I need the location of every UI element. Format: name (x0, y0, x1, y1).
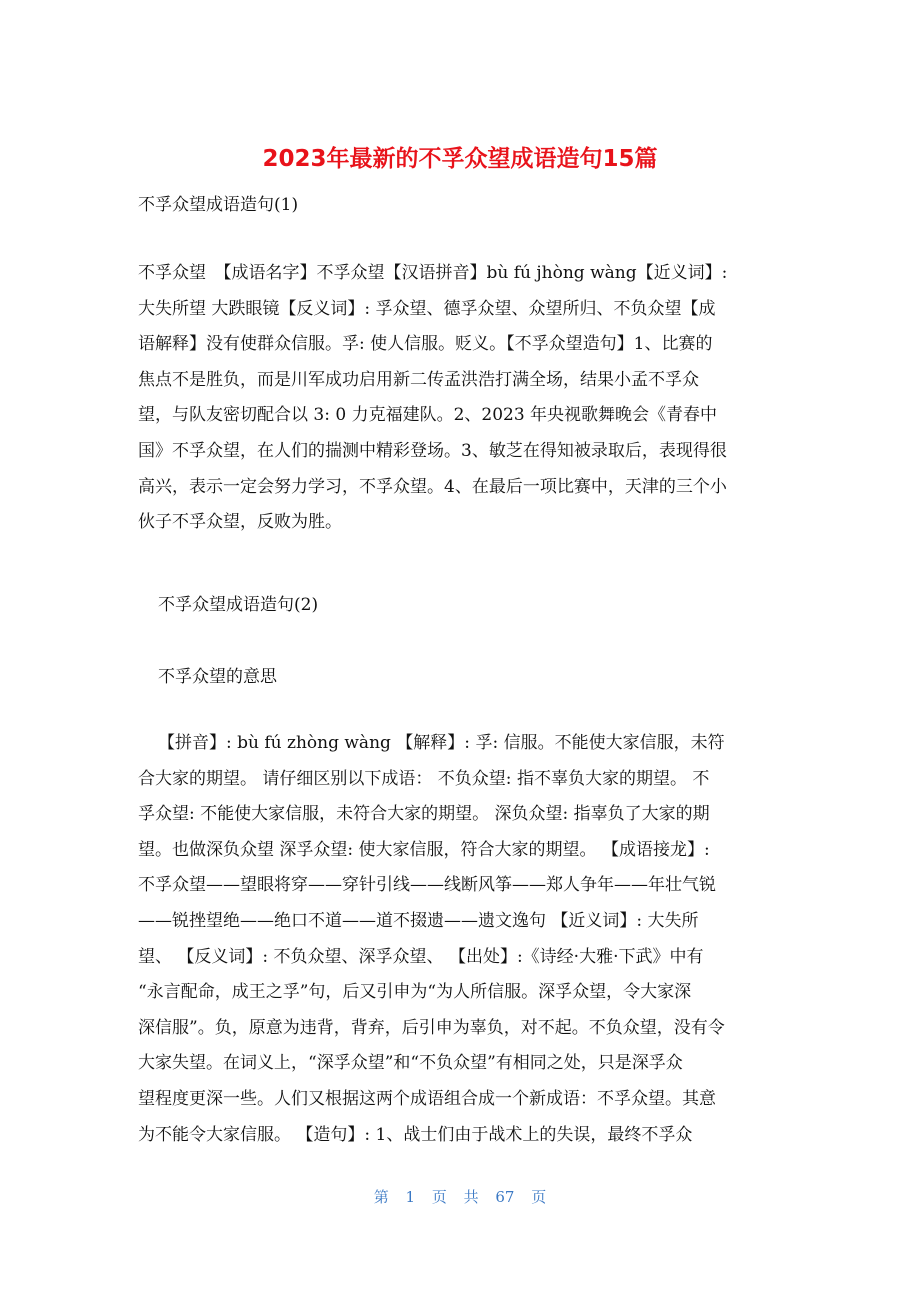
paragraph-line: 高兴，表示一定会努力学习，不孚众望。4、在最后一项比赛中，天津的三个小 (138, 476, 727, 497)
paragraph-line: 国》不孚众望，在人们的揣测中精彩登场。3、敏芝在得知被录取后，表现得很 (138, 440, 727, 461)
paragraph-line: 大家失望。在词义上，“深孚众望”和“不负众望”有相同之处，只是深孚众 (138, 1053, 683, 1074)
paragraph-line: 望，与队友密切配合以 3: 0 力克福建队。2、2023 年央视歌舞晚会《青春中 (138, 405, 718, 426)
section-1-heading: 不孚众望成语造句(1) (138, 195, 299, 215)
paragraph-line: 伙子不孚众望，反败为胜。 (138, 512, 342, 533)
paragraph-line: 望、 【反义词】: 不负众望、深孚众望、 【出处】:《诗经·大雅·下武》中有 (138, 946, 704, 967)
section-2-subheading: 不孚众望的意思 (158, 667, 277, 687)
paragraph-line: 孚众望: 不能使大家信服，未符合大家的期望。 深负众望: 指辜负了大家的期 (138, 804, 710, 825)
paragraph-line: 望程度更深一些。人们又根据这两个成语组合成一个新成语：不孚众望。其意 (138, 1088, 716, 1109)
paragraph-line: 不孚众望——望眼将穿——穿针引线——线断风筝——郑人争年——年壮气锐 (138, 875, 716, 896)
paragraph-line: 【拼音】: bù fú zhòng wàng 【解释】: 孚: 信服。不能使大家信服，未符 (158, 733, 725, 753)
paragraph-line: “永言配命，成王之孚”句，后又引申为“为人所信服。深孚众望，令大家深 (138, 982, 692, 1003)
paragraph-2 (138, 726, 783, 1153)
paragraph-line: 合大家的期望。 请仔细区别以下成语： 不负众望: 指不辜负大家的期望。 不 (138, 768, 710, 789)
page-title: 2023年最新的不孚众望成语造句15篇 (262, 146, 658, 172)
paragraph-line: 焦点不是胜负，而是川军成功启用新二传孟洪浩打满全场，结果小孟不孚众 (138, 369, 699, 390)
paragraph-line: 语解释】没有使群众信服。孚: 使人信服。贬义。【不孚众望造句】1、比赛的 (138, 334, 713, 355)
paragraph-line: 望。也做深负众望 深孚众望: 使大家信服，符合大家的期望。 【成语接龙】: (138, 839, 710, 860)
paragraph-line: ——锐挫望绝——绝口不道——道不掇遗——遗文逸句 【近义词】: 大失所 (138, 910, 699, 931)
section-2-heading: 不孚众望成语造句(2) (158, 595, 319, 615)
paragraph-line: 大失所望 大跌眼镜【反义词】: 孚众望、德孚众望、众望所归、不负众望【成 (138, 298, 716, 319)
paragraph-line: 不孚众望 【成语名字】不孚众望【汉语拼音】bù fú jhòng wàng【近义词】: (138, 263, 728, 283)
paragraph-line: 为不能令大家信服。 【造句】: 1、战士们由于战术上的失误，最终不孚众 (138, 1124, 693, 1145)
paragraph-1 (138, 256, 783, 541)
paragraph-line: 深信服”。负，原意为违背，背弃，后引申为辜负，对不起。不负众望，没有令 (138, 1017, 725, 1038)
page-footer: 第 1 页 共 67 页 (373, 1188, 547, 1206)
